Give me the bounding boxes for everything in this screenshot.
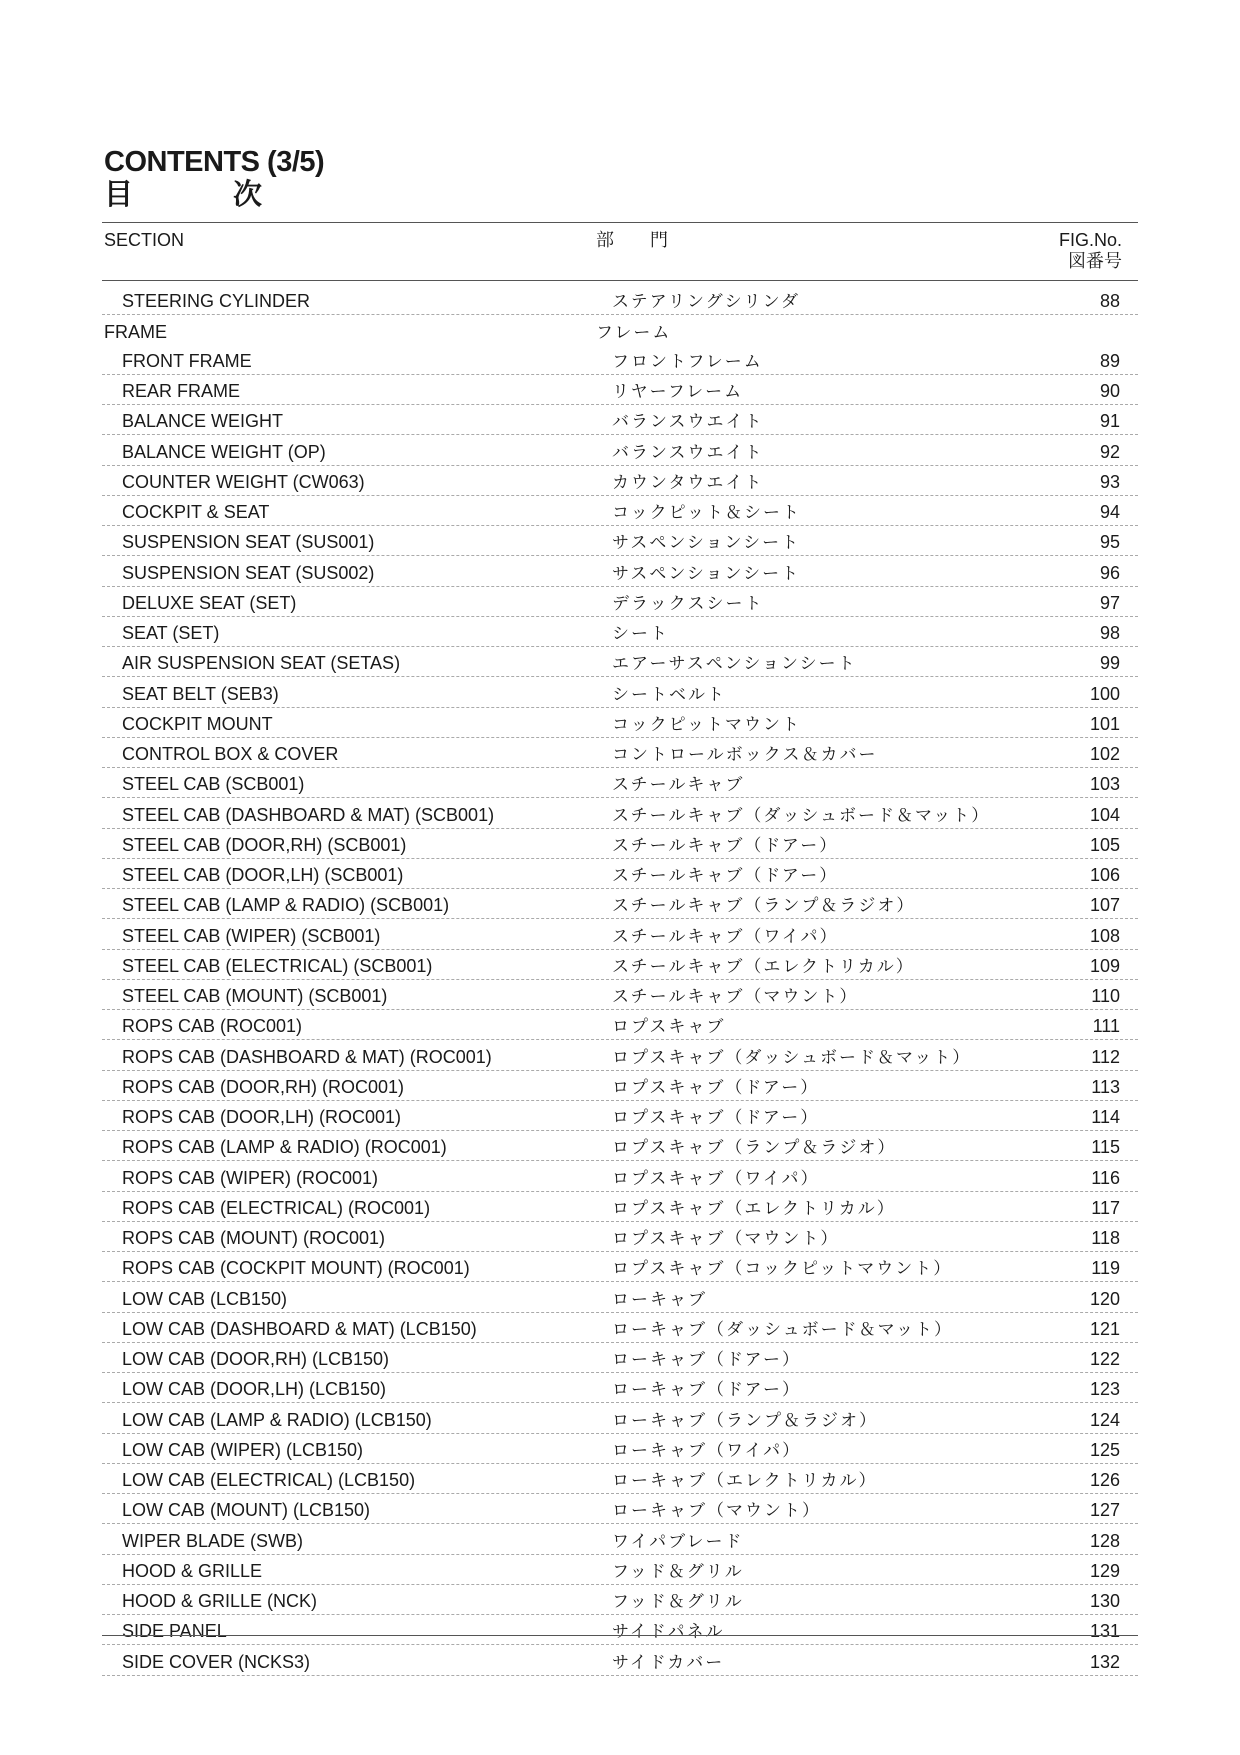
- contents-row: [102, 375, 1138, 405]
- header-section-jp-char-1: 部: [596, 230, 616, 251]
- row-fig-number: 124: [1089, 1409, 1120, 1430]
- row-section-name-jp: エアーサスペンションシート: [612, 654, 857, 675]
- row-fig-number: 101: [1089, 713, 1120, 734]
- row-section-name-jp: スチールキャブ（ダッシュボード＆マット）: [612, 805, 991, 826]
- header-fig-no: [1059, 230, 1122, 272]
- row-fig-number: 93: [1099, 471, 1120, 492]
- row-fig-number: 122: [1089, 1349, 1120, 1369]
- row-section-name: SEAT BELT (SEB3): [122, 683, 279, 704]
- contents-row: [102, 1434, 1138, 1464]
- row-section-name: STEEL CAB (DOOR,RH) (SCB001): [122, 834, 407, 855]
- row-section-name-jp: ロプスキャブ（エレクトリカル）: [612, 1198, 896, 1219]
- contents-row: [102, 1524, 1138, 1554]
- row-section-name: ROPS CAB (DASHBOARD & MAT) (ROC001): [122, 1046, 492, 1067]
- row-fig-number: 102: [1089, 744, 1120, 764]
- row-section-name-jp: スチールキャブ: [612, 775, 745, 796]
- row-section-name: SEAT (SET): [122, 623, 220, 643]
- row-section-name: ROPS CAB (WIPER) (ROC001): [122, 1167, 379, 1188]
- row-section-name-jp: ローキャブ（ドアー）: [612, 1380, 801, 1401]
- contents-row: [102, 768, 1138, 798]
- row-fig-number: 130: [1089, 1591, 1120, 1611]
- row-section-name: SUSPENSION SEAT (SUS002): [122, 562, 375, 583]
- row-section-name: COCKPIT & SEAT: [122, 502, 270, 522]
- contents-row: [102, 1010, 1138, 1040]
- row-section-name-jp: フッド＆グリル: [612, 1592, 744, 1612]
- contents-row: [102, 1464, 1138, 1494]
- row-section-name-jp: スチールキャブ（マウント）: [612, 987, 859, 1007]
- contents-row: [102, 285, 1138, 315]
- header-fig-no-jp: 図番号: [1068, 251, 1122, 272]
- section-heading-row: [102, 315, 1138, 344]
- contents-row: [102, 587, 1138, 617]
- header-fig-no-en: FIG.No.: [1058, 230, 1122, 250]
- row-section-name: CONTROL BOX & COVER: [122, 744, 339, 764]
- row-section-name: COUNTER WEIGHT (CW063): [122, 471, 365, 492]
- contents-row: [102, 435, 1138, 465]
- row-fig-number: 120: [1089, 1288, 1120, 1309]
- row-fig-number: 94: [1099, 502, 1120, 522]
- row-fig-number: 132: [1089, 1651, 1120, 1672]
- row-fig-number: 99: [1099, 653, 1120, 674]
- row-section-name-jp: バランスウエイト: [612, 412, 764, 433]
- page-title-jp-char-1: 目: [104, 177, 134, 211]
- row-section-name: ROPS CAB (DOOR,RH) (ROC001): [122, 1076, 405, 1097]
- row-fig-number: 128: [1089, 1530, 1120, 1551]
- row-fig-number: 107: [1089, 895, 1120, 916]
- row-section-name-jp: ロプスキャブ（ワイパ）: [612, 1168, 820, 1189]
- row-section-name-jp: ローキャブ（ワイパ）: [612, 1440, 802, 1461]
- row-section-name-jp: ロプスキャブ（ドアー）: [612, 1077, 820, 1098]
- row-section-name: STEEL CAB (ELECTRICAL) (SCB001): [122, 955, 433, 976]
- row-section-name-jp: サスペンションシート: [612, 533, 801, 554]
- header-bottom-rule: [102, 280, 1138, 281]
- contents-row: [102, 1555, 1138, 1585]
- row-section-name-jp: ロプスキャブ（ランプ＆ラジオ）: [612, 1138, 897, 1159]
- row-section-name-jp: ロプスキャブ（マウント）: [612, 1229, 840, 1249]
- row-section-name: STEEL CAB (DOOR,LH) (SCB001): [122, 865, 404, 885]
- row-fig-number: 96: [1099, 562, 1120, 583]
- row-section-name: LOW CAB (DASHBOARD & MAT) (LCB150): [122, 1318, 477, 1339]
- row-fig-number: 105: [1089, 834, 1120, 855]
- row-fig-number: 104: [1089, 804, 1120, 825]
- row-section-name-jp: ローキャブ（ドアー）: [612, 1350, 801, 1370]
- row-section-name: LOW CAB (LCB150): [122, 1288, 288, 1309]
- row-fig-number: 103: [1089, 774, 1120, 795]
- row-section-name: STEEL CAB (WIPER) (SCB001): [122, 925, 381, 946]
- contents-row: [102, 1585, 1138, 1615]
- row-fig-number: 98: [1099, 623, 1120, 643]
- row-section-name-jp: ロプスキャブ（ダッシュボード＆マット）: [612, 1047, 972, 1068]
- row-fig-number: 88: [1099, 291, 1120, 312]
- row-fig-number: 117: [1091, 1197, 1120, 1218]
- row-section-name-jp: スチールキャブ（ドアー）: [612, 835, 839, 856]
- contents-row: [102, 496, 1138, 526]
- row-section-name: SIDE PANEL: [122, 1621, 227, 1642]
- row-section-name-jp: サスペンションシート: [612, 563, 801, 584]
- header-section-jp: [596, 230, 670, 251]
- row-section-name: FRONT FRAME: [122, 350, 252, 371]
- contents-row: [102, 677, 1138, 707]
- row-section-name-jp: ローキャブ（マウント）: [612, 1501, 821, 1522]
- row-section-name-jp: スチールキャブ（ワイパ）: [612, 926, 839, 947]
- footer-rule: [102, 1635, 1138, 1636]
- page-title-jp: [104, 178, 324, 210]
- row-section-name-jp: スチールキャブ（ランプ＆ラジオ）: [612, 896, 916, 917]
- row-section-name: WIPER BLADE (SWB): [122, 1530, 304, 1551]
- contents-row: [102, 950, 1138, 980]
- row-section-name-jp: ステアリングシリンダ: [612, 292, 800, 313]
- contents-row: [102, 1373, 1138, 1403]
- row-section-name-jp: シート: [612, 624, 669, 644]
- row-section-name-jp: ロプスキャブ: [612, 1017, 726, 1038]
- header-section: SECTION: [104, 230, 185, 250]
- row-section-name-jp: フロントフレーム: [612, 351, 763, 372]
- row-section-name: HOOD & GRILLE: [122, 1560, 263, 1581]
- row-section-name: ROPS CAB (LAMP & RADIO) (ROC001): [122, 1137, 447, 1158]
- row-section-name: STEEL CAB (SCB001): [122, 774, 305, 795]
- contents-row: [102, 405, 1138, 435]
- contents-row: [102, 1040, 1138, 1070]
- row-fig-number: 126: [1089, 1470, 1120, 1490]
- row-section-name: ROPS CAB (ROC001): [122, 1016, 303, 1037]
- row-fig-number: 119: [1091, 1258, 1120, 1279]
- contents-row: [102, 1161, 1138, 1191]
- row-section-name: LOW CAB (MOUNT) (LCB150): [122, 1500, 371, 1521]
- row-section-name: DELUXE SEAT (SET): [122, 592, 297, 613]
- row-section-name: STEEL CAB (DASHBOARD & MAT) (SCB001): [122, 804, 495, 825]
- row-fig-number: 109: [1089, 955, 1120, 976]
- row-fig-number: 114: [1091, 1107, 1120, 1127]
- contents-row: [102, 1313, 1138, 1343]
- row-section-name-jp: スチールキャブ（ドアー）: [612, 866, 839, 886]
- row-fig-number: 131: [1089, 1621, 1120, 1642]
- row-fig-number: 89: [1099, 350, 1120, 371]
- row-fig-number: 100: [1089, 683, 1120, 704]
- row-section-name: FRAME: [104, 321, 167, 342]
- contents-row: [102, 526, 1138, 556]
- row-section-name-jp: フッド＆グリル: [612, 1561, 744, 1582]
- contents-row: [102, 647, 1138, 677]
- row-section-name-jp: リヤーフレーム: [612, 382, 744, 402]
- page-title-jp-char-2: 次: [233, 177, 263, 211]
- row-fig-number: 121: [1089, 1318, 1120, 1339]
- contents-row: [102, 1071, 1138, 1101]
- contents-row: [102, 889, 1138, 919]
- contents-row: [102, 708, 1138, 738]
- contents-row: [102, 980, 1138, 1010]
- row-section-name-jp: フレーム: [596, 322, 672, 343]
- row-section-name: COCKPIT MOUNT: [122, 713, 273, 734]
- row-fig-number: 129: [1089, 1560, 1120, 1581]
- row-section-name-jp: サイドカバー: [612, 1652, 725, 1673]
- contents-row: [102, 919, 1138, 949]
- contents-row: [102, 798, 1138, 828]
- row-section-name-jp: ローキャブ（ダッシュボード＆マット）: [612, 1319, 953, 1340]
- row-fig-number: 115: [1091, 1137, 1120, 1158]
- row-section-name: ROPS CAB (COCKPIT MOUNT) (ROC001): [122, 1258, 470, 1279]
- row-section-name-jp: デラックスシート: [612, 593, 764, 614]
- row-fig-number: 111: [1092, 1016, 1120, 1037]
- row-fig-number: 127: [1089, 1500, 1120, 1521]
- row-section-name-jp: ワイパブレード: [612, 1531, 744, 1552]
- row-section-name-jp: ロプスキャブ（コックピットマウント）: [612, 1259, 953, 1280]
- row-fig-number: 113: [1091, 1076, 1120, 1097]
- title-block: [104, 146, 324, 210]
- contents-row: [102, 1282, 1138, 1312]
- contents-row: [102, 1101, 1138, 1131]
- contents-row: [102, 738, 1138, 768]
- row-section-name-jp: コックピットマウント: [612, 714, 801, 735]
- page-title: CONTENTS (3/5): [104, 146, 325, 178]
- row-fig-number: 91: [1099, 411, 1120, 432]
- row-section-name: AIR SUSPENSION SEAT (SETAS): [122, 653, 401, 674]
- row-section-name: REAR FRAME: [122, 381, 241, 401]
- row-section-name-jp: サイドパネル: [612, 1622, 725, 1643]
- contents-row: [102, 1131, 1138, 1161]
- contents-row: [102, 1222, 1138, 1252]
- row-section-name-jp: バランスウエイト: [612, 442, 764, 463]
- row-fig-number: 106: [1089, 865, 1120, 885]
- contents-row: [102, 859, 1138, 889]
- row-section-name: SUSPENSION SEAT (SUS001): [122, 532, 375, 553]
- row-section-name: SIDE COVER (NCKS3): [122, 1651, 311, 1672]
- row-section-name: BALANCE WEIGHT: [122, 411, 284, 432]
- row-fig-number: 116: [1091, 1167, 1120, 1188]
- contents-row: [102, 1494, 1138, 1524]
- row-section-name: LOW CAB (WIPER) (LCB150): [122, 1439, 364, 1460]
- contents-row: [102, 1403, 1138, 1433]
- row-section-name: LOW CAB (DOOR,RH) (LCB150): [122, 1349, 390, 1369]
- row-section-name-jp: ローキャブ（エレクトリカル）: [612, 1471, 878, 1491]
- row-fig-number: 108: [1089, 925, 1120, 946]
- row-section-name: LOW CAB (ELECTRICAL) (LCB150): [122, 1470, 416, 1490]
- contents-row: [102, 556, 1138, 586]
- contents-row: [102, 1192, 1138, 1222]
- row-section-name-jp: コントロールボックス＆カバー: [612, 745, 878, 765]
- row-section-name-jp: シートベルト: [612, 684, 726, 705]
- row-fig-number: 92: [1099, 441, 1120, 462]
- row-section-name: LOW CAB (LAMP & RADIO) (LCB150): [122, 1409, 432, 1430]
- row-section-name: HOOD & GRILLE (NCK): [122, 1591, 318, 1611]
- row-section-name-jp: ローキャブ: [612, 1289, 707, 1310]
- contents-row: [102, 345, 1138, 375]
- header-section-jp-char-2: 門: [650, 230, 670, 251]
- row-section-name: STEEL CAB (LAMP & RADIO) (SCB001): [122, 895, 450, 916]
- row-section-name: STEEL CAB (MOUNT) (SCB001): [122, 986, 388, 1006]
- row-section-name-jp: ローキャブ（ランプ＆ラジオ）: [612, 1410, 878, 1431]
- row-fig-number: 95: [1099, 532, 1120, 553]
- contents-row: [102, 1615, 1138, 1645]
- row-section-name: ROPS CAB (MOUNT) (ROC001): [122, 1228, 386, 1248]
- row-fig-number: 90: [1099, 381, 1120, 401]
- row-section-name: BALANCE WEIGHT (OP): [122, 441, 326, 462]
- row-section-name-jp: スチールキャブ（エレクトリカル）: [612, 956, 915, 977]
- header-top-rule: [102, 222, 1138, 223]
- contents-row: [102, 1252, 1138, 1282]
- contents-row: [102, 617, 1138, 647]
- row-fig-number: 112: [1091, 1046, 1120, 1067]
- contents-row: [102, 829, 1138, 859]
- contents-row: [102, 466, 1138, 496]
- row-fig-number: 123: [1089, 1379, 1120, 1400]
- contents-row: [102, 1645, 1138, 1675]
- row-section-name: LOW CAB (DOOR,LH) (LCB150): [122, 1379, 387, 1400]
- row-fig-number: 97: [1099, 592, 1120, 613]
- contents-row: [102, 1343, 1138, 1373]
- row-fig-number: 110: [1091, 986, 1120, 1006]
- contents-list: [102, 285, 1138, 1676]
- row-section-name: STEERING CYLINDER: [122, 291, 311, 312]
- row-section-name: ROPS CAB (ELECTRICAL) (ROC001): [122, 1197, 431, 1218]
- row-section-name-jp: コックピット＆シート: [612, 503, 801, 523]
- row-fig-number: 125: [1089, 1439, 1120, 1460]
- row-section-name: ROPS CAB (DOOR,LH) (ROC001): [122, 1107, 402, 1127]
- row-section-name-jp: ロプスキャブ（ドアー）: [612, 1108, 820, 1128]
- row-section-name-jp: カウンタウエイト: [612, 472, 764, 493]
- row-fig-number: 118: [1091, 1228, 1120, 1248]
